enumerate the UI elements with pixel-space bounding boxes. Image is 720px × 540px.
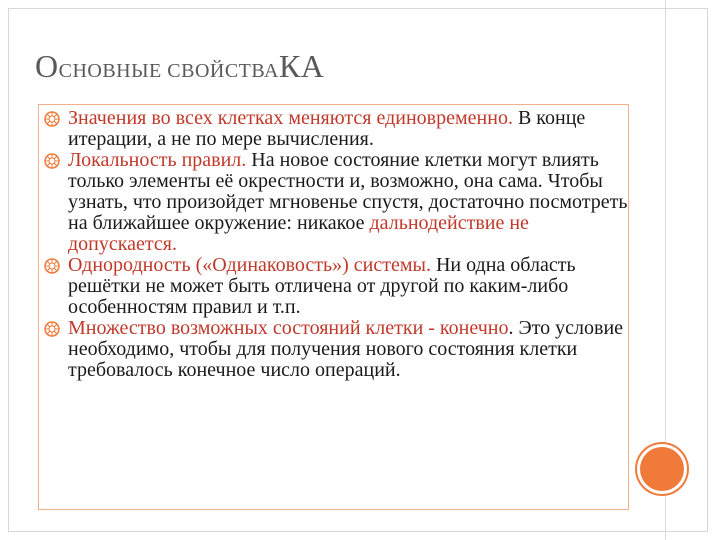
bullet-highlight: Значения во всех клетках меняются единовременно. <box>68 107 513 129</box>
list-item <box>43 150 633 255</box>
list-item <box>43 318 633 381</box>
title-abbreviation: КА <box>278 48 325 84</box>
decorative-circle <box>640 447 684 491</box>
bullet-list <box>43 108 633 381</box>
circle-gear-bullet-icon <box>43 152 61 170</box>
bullet-text: В конце итерации, а не по мере вычисления. <box>68 107 586 150</box>
title-small-caps: СНОВНЫЕ СВОЙСТВА <box>58 60 279 82</box>
bullet-text: . Это условие необходимо, чтобы для получения нового состояния клетки требовалось конечное число операций. <box>68 317 624 381</box>
circle-gear-bullet-icon <box>43 110 61 128</box>
bullet-highlight: дальнодействие не допускается. <box>68 212 529 255</box>
bullet-text: На новое состояние клетки могут влиять только элементы её окрестности и, возможно, она сама. Чтобы узнать, что произойдет мгновенье спустя, достаточно посмотреть на ближайшее окружение: никакое <box>68 149 628 234</box>
bullet-text: Ни одна область решётки не может быть отличена от другой по каким-либо особенностям правил и т.п. <box>68 254 576 318</box>
bullet-highlight: Локальность правил. <box>68 149 247 171</box>
bullet-highlight: Множество возможных состояний клетки - конечно <box>68 317 509 339</box>
list-item <box>43 108 633 150</box>
list-item <box>43 255 633 318</box>
circle-gear-bullet-icon <box>43 257 61 275</box>
slide-title <box>35 48 324 85</box>
circle-gear-bullet-icon <box>43 320 61 338</box>
title-initial: О <box>35 48 59 84</box>
bullet-highlight: Однородность («Одинаковость») системы. <box>68 254 431 276</box>
